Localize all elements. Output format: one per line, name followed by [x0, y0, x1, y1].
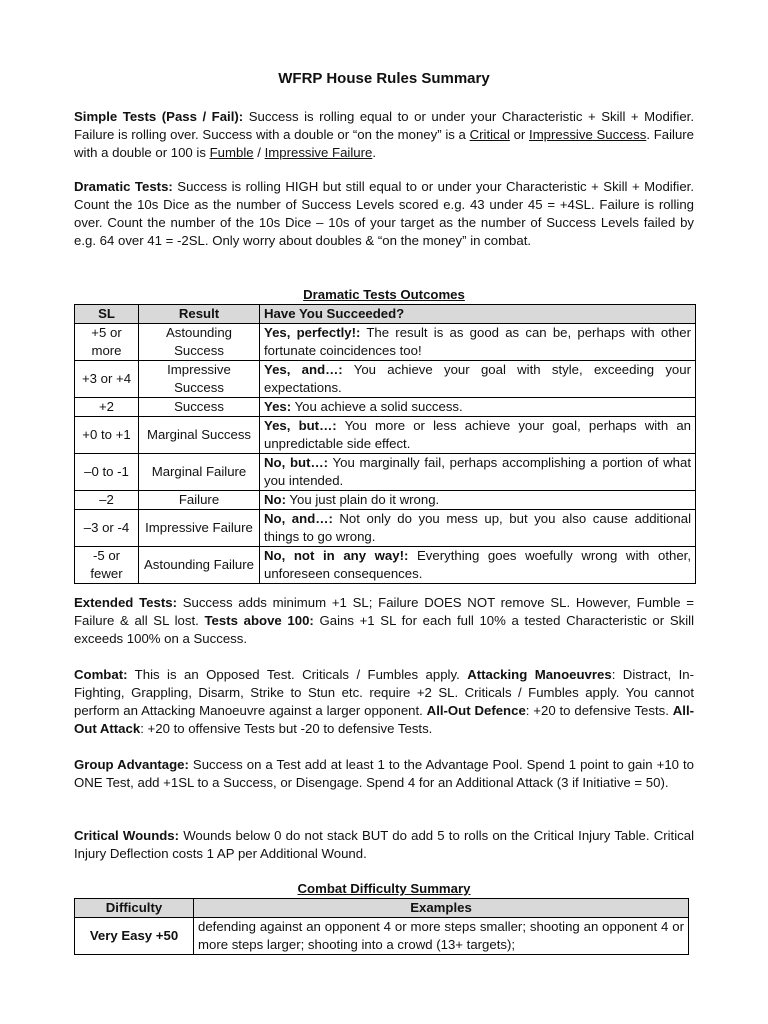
combat-label: Combat:: [74, 667, 128, 682]
group-advantage-paragraph: [74, 756, 694, 792]
term-fumble: Fumble: [209, 145, 254, 160]
description-cell: [260, 510, 696, 547]
extended-tests-paragraph: [74, 594, 694, 648]
sl-cell: +2: [75, 398, 139, 417]
outcomes-caption: Dramatic Tests Outcomes: [303, 287, 465, 302]
outcome-text: You achieve a solid success.: [291, 399, 463, 414]
simple-tests-text: /: [253, 145, 265, 160]
outcome-text: You more or less achieve your goal, perhaps with an unpredictable side effect.: [264, 418, 691, 451]
result-cell: Success: [139, 398, 260, 417]
sl-cell: -5 or fewer: [75, 547, 139, 584]
extended-tests-label: Extended Tests:: [74, 595, 177, 610]
outcome-text: Everything goes woefully wrong with other, unforeseen consequences.: [264, 548, 691, 581]
outcome-text: You marginally fail, perhaps accomplishing a portion of what you intended.: [264, 455, 691, 488]
header-sl: SL: [75, 305, 139, 324]
sl-cell: +5 or more: [75, 324, 139, 361]
simple-tests-text: Success is rolling equal to or under your Characteristic + Skill + Modifier. Failure is rolling over. Success with a double or “on the money” is a: [74, 109, 694, 142]
description-cell: [260, 398, 696, 417]
combat-paragraph: [74, 666, 694, 738]
table-row: [75, 491, 696, 510]
sl-cell: –0 to -1: [75, 454, 139, 491]
sl-cell: +0 to +1: [75, 417, 139, 454]
table-row: [75, 324, 696, 361]
result-cell: Marginal Failure: [139, 454, 260, 491]
outcome-text: You just plain do it wrong.: [285, 492, 440, 507]
outcome-text: The result is as good as can be, perhaps with other fortunate coincidences too!: [264, 325, 691, 358]
outcome-label: No, not in any way!:: [264, 548, 409, 563]
dramatic-tests-paragraph: [74, 178, 694, 250]
outcomes-table: [74, 304, 696, 584]
header-result: Result: [139, 305, 260, 324]
header-succeeded: Have You Succeeded?: [260, 305, 696, 324]
difficulty-caption: Combat Difficulty Summary: [297, 881, 471, 896]
combat-text: : +20 to offensive Tests but -20 to defensive Tests.: [140, 721, 433, 736]
extended-tests-text: Gains +1 SL for each full 10% a tested Characteristic or Skill exceeds 100% on a Success.: [74, 613, 694, 646]
table-row: [75, 417, 696, 454]
sl-cell: –2: [75, 491, 139, 510]
dramatic-tests-text: Success is rolling HIGH but still equal to or under your Characteristic + Skill + Modifier. Count the 10s Dice as the number of Success Levels scored e.g. 43 under 45 = +4SL. Failure is rolling over. Count the number of the 10s Dice – 10s of your target as the number of Success Levels failed by e.g. 64 over 41 = -2SL. Only worry about doubles & “on the money” in combat.: [74, 179, 694, 248]
simple-tests-label: Simple Tests (Pass / Fail):: [74, 109, 244, 124]
description-cell: [260, 547, 696, 584]
description-cell: [260, 361, 696, 398]
outcome-label: Yes, perfectly!:: [264, 325, 361, 340]
outcome-text: Not only do you mess up, but you also cause additional things to go wrong.: [264, 511, 691, 544]
result-cell: Impressive Failure: [139, 510, 260, 547]
simple-tests-text: .: [372, 145, 377, 160]
extended-tests-text: Success adds minimum +1 SL; Failure DOES NOT remove SL. However, Fumble = Failure & all SL lost.: [74, 595, 695, 628]
table-row: [75, 398, 696, 417]
critical-wounds-label: Critical Wounds:: [74, 828, 180, 843]
all-out-defence-label: All-Out Defence: [426, 703, 526, 718]
description-cell: [260, 491, 696, 510]
critical-wounds-paragraph: [74, 827, 694, 863]
table-row: [75, 361, 696, 398]
outcome-label: Yes, and…:: [264, 362, 343, 377]
term-impressive-success: Impressive Success: [529, 127, 647, 142]
outcome-label: Yes, but…:: [264, 418, 337, 433]
group-advantage-text: Success on a Test add at least 1 to the Advantage Pool. Spend 1 point to gain +10 to ONE Test, add +1SL to a Success, or Disengage. Spend 4 for an Additional Attack (3 if Initiative = 50).: [74, 757, 694, 790]
sl-cell: –3 or -4: [75, 510, 139, 547]
combat-text: : +20 to defensive Tests.: [525, 703, 673, 718]
table-row: [75, 918, 689, 955]
result-cell: Marginal Success: [139, 417, 260, 454]
all-out-attack-label: All-Out Attack: [74, 703, 694, 736]
outcome-label: No:: [264, 492, 286, 507]
result-cell: Failure: [139, 491, 260, 510]
page-title: WFRP House Rules Summary: [278, 70, 490, 87]
result-cell: Impressive Success: [139, 361, 260, 398]
combat-text: This is an Opposed Test. Criticals / Fumbles apply.: [127, 667, 468, 682]
outcome-text: You achieve your goal with style, exceeding your expectations.: [264, 362, 691, 395]
group-advantage-label: Group Advantage:: [74, 757, 189, 772]
sl-cell: +3 or +4: [75, 361, 139, 398]
table-row: [75, 454, 696, 491]
attacking-manoeuvres-label: Attacking Manoeuvres: [467, 667, 612, 682]
header-difficulty: Difficulty: [75, 899, 194, 918]
simple-tests-text: . Failure with a double or 100 is: [74, 127, 695, 160]
examples-cell: defending against an opponent 4 or more steps smaller; shooting an opponent 4 or more steps larger; shooting into a crowd (13+ targets);: [194, 918, 689, 955]
dramatic-tests-label: Dramatic Tests:: [74, 179, 173, 194]
simple-tests-text: or: [509, 127, 530, 142]
difficulty-table: [74, 898, 689, 955]
critical-wounds-text: Wounds below 0 do not stack BUT do add 5 to rolls on the Critical Injury Table. Critical Injury Deflection costs 1 AP per Additional Wound.: [74, 828, 694, 861]
table-row: [75, 547, 696, 584]
simple-tests-paragraph: [74, 108, 694, 162]
table-row: [75, 510, 696, 547]
term-critical: Critical: [469, 127, 510, 142]
header-examples: Examples: [194, 899, 689, 918]
difficulty-cell: Very Easy +50: [75, 918, 194, 955]
outcome-label: Yes:: [264, 399, 292, 414]
combat-text: : Distract, In-Fighting, Grappling, Disarm, Strike to Stun etc. require +2 SL. Criticals / Fumbles apply. You cannot perform an Attacking Manoeuvre against a larger opponent.: [74, 667, 694, 718]
result-cell: Astounding Success: [139, 324, 260, 361]
result-cell: Astounding Failure: [139, 547, 260, 584]
description-cell: [260, 324, 696, 361]
term-impressive-failure: Impressive Failure: [264, 145, 373, 160]
description-cell: [260, 417, 696, 454]
description-cell: [260, 454, 696, 491]
tests-above-100-label: Tests above 100:: [204, 613, 314, 628]
outcome-label: No, and…:: [264, 511, 333, 526]
outcome-label: No, but…:: [264, 455, 329, 470]
